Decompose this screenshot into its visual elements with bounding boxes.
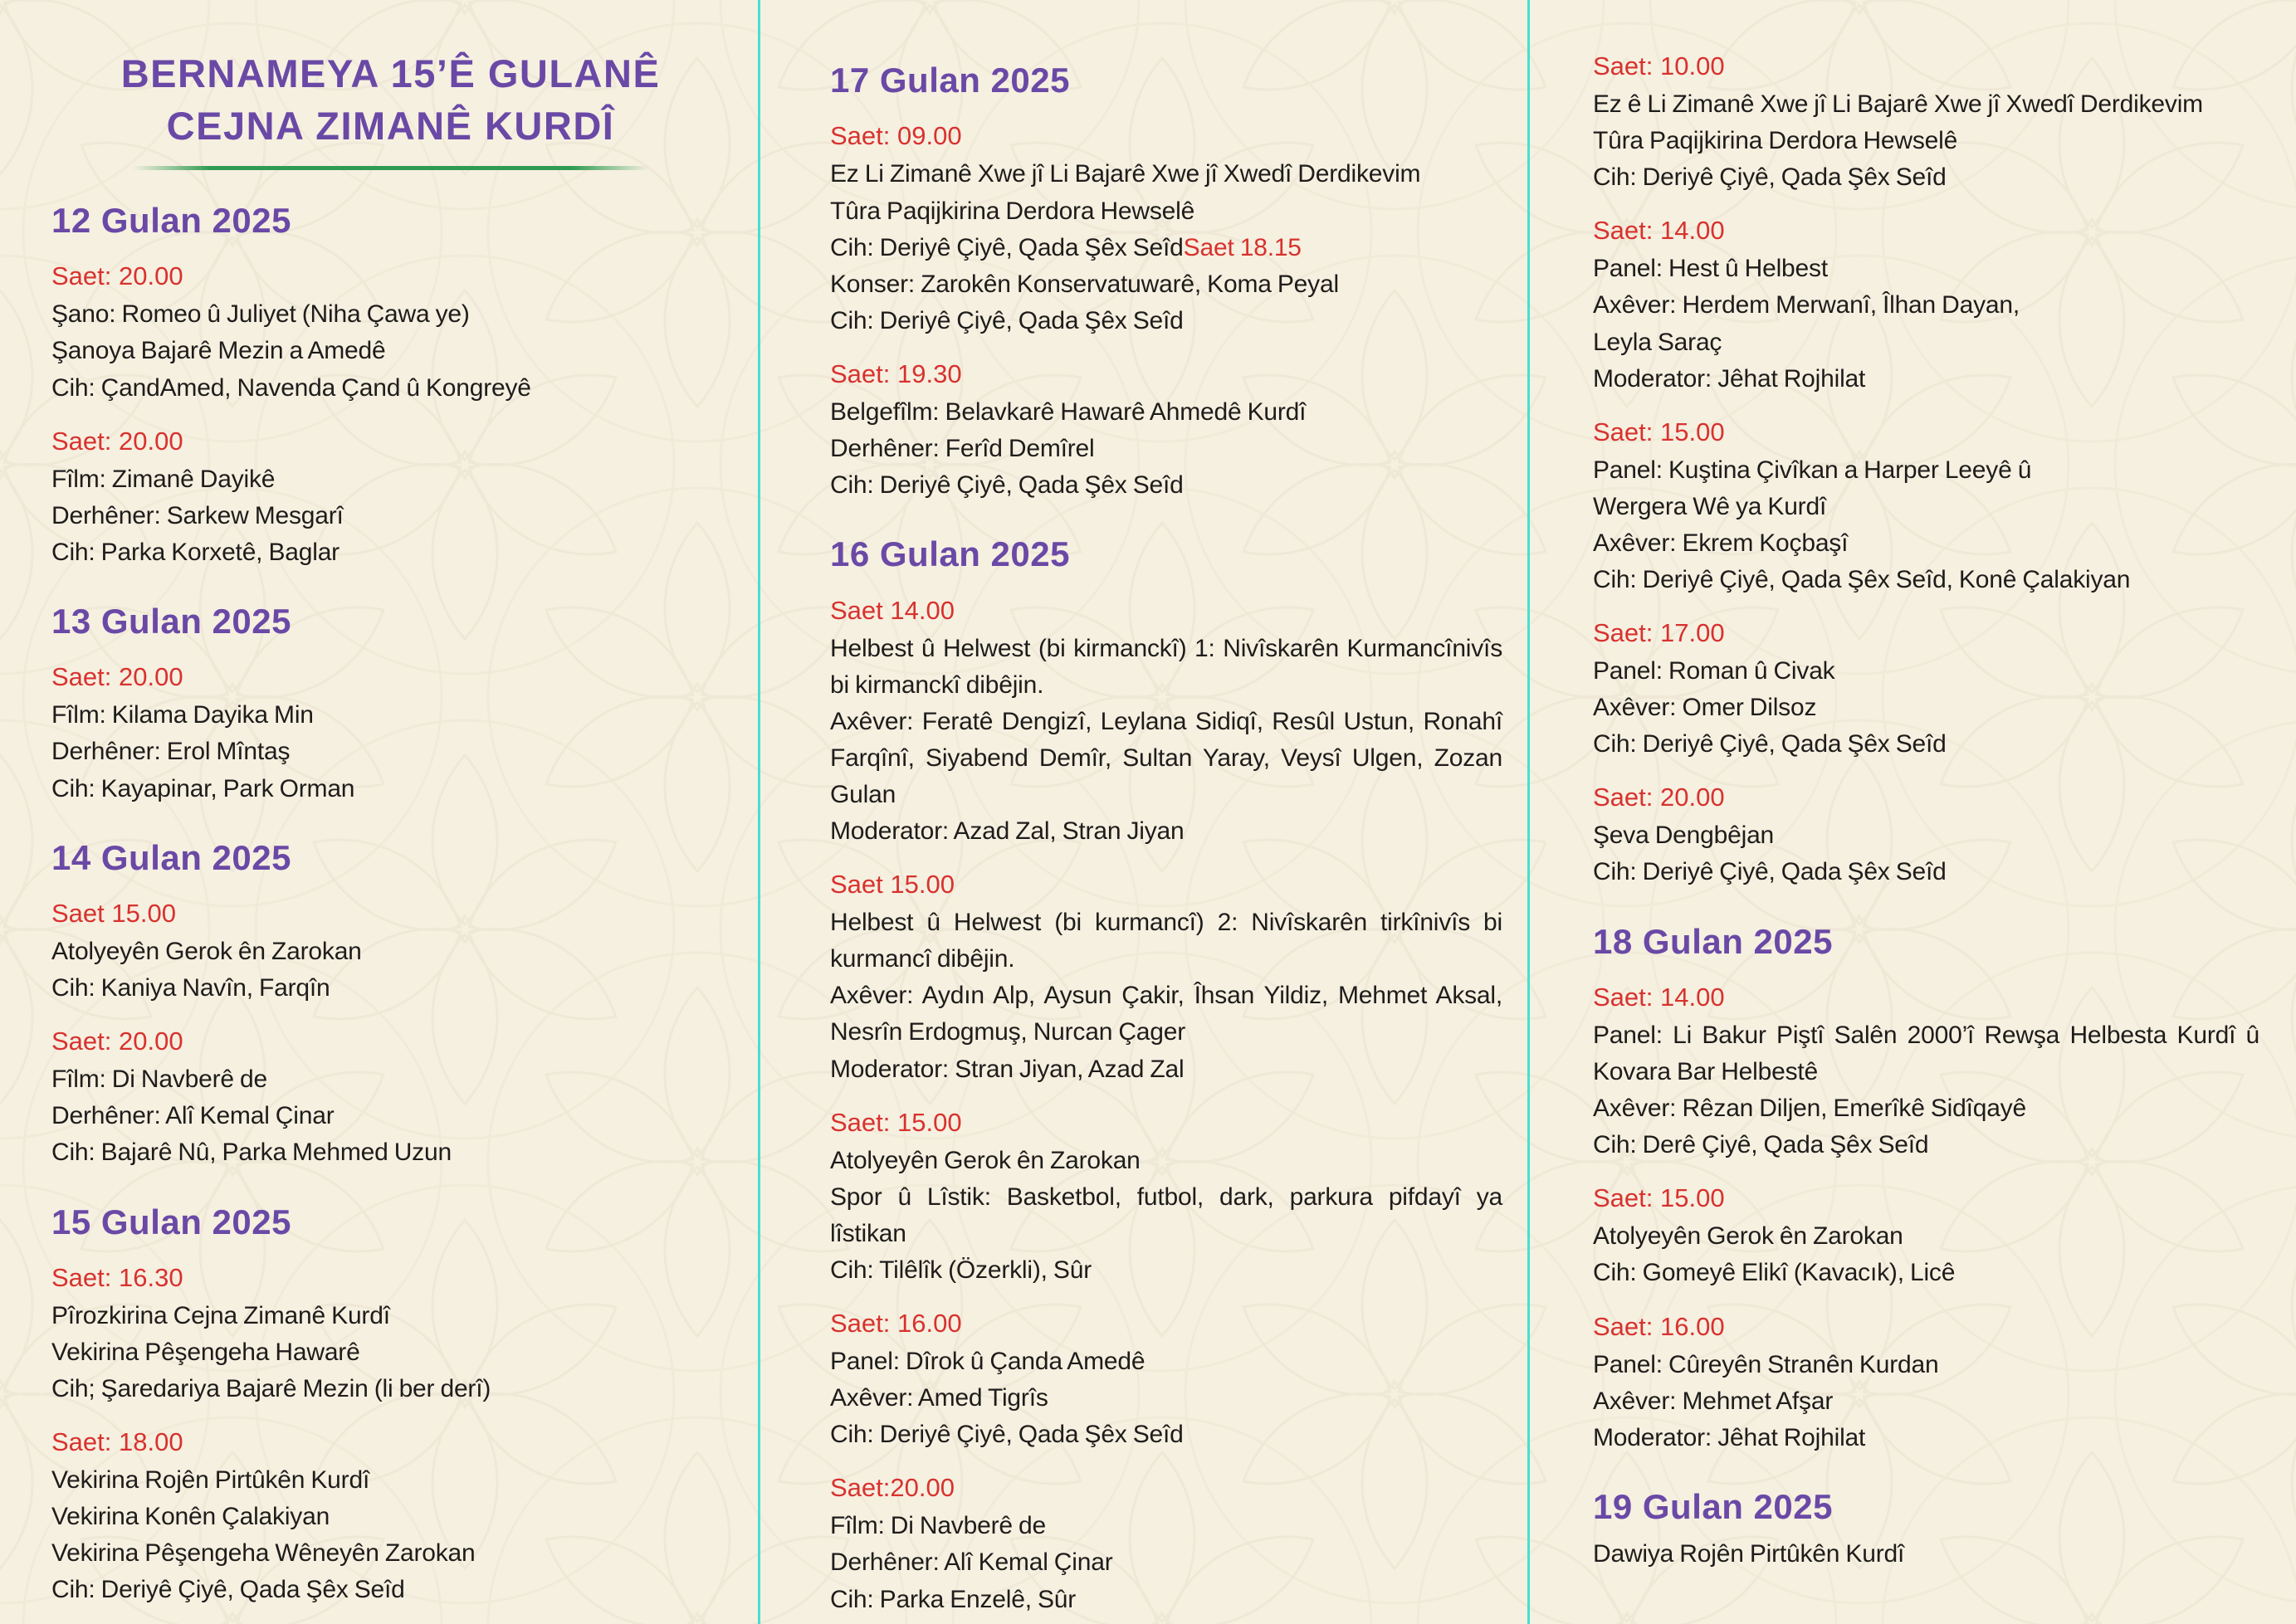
event-line: Leyla Saraç: [1593, 328, 1722, 356]
event-line: Atolyeyên Gerok ên Zarokan: [1593, 1222, 1903, 1251]
date-heading: 15 Gulan 2025: [51, 1202, 291, 1241]
event-line: Wergera Wê ya Kurdî: [1593, 492, 1827, 520]
date-heading: 13 Gulan 2025: [51, 601, 291, 641]
column-right: [1530, 0, 2296, 1624]
event-line: Cih: Tilêlîk (Özerkli), Sûr: [830, 1256, 1092, 1284]
event-line: Cih: Deriyê Çiyê, Qada Şêx Seîd: [830, 471, 1184, 500]
event-line: Şano: Romeo û Juliyet (Niha Çawa ye): [51, 300, 470, 329]
time-label: Saet 14.00: [830, 595, 955, 625]
event-line: Cih: Deriyê Çiyê, Qada Şêx Seîd: [1593, 858, 1947, 886]
event-line: Atolyeyên Gerok ên Zarokan: [830, 1146, 1141, 1174]
time-label: Saet: 14.00: [1593, 216, 1725, 246]
time-label: Saet: 09.00: [830, 121, 962, 151]
time-label: Saet: 20.00: [1593, 783, 1725, 812]
time-label: Saet: 16.30: [51, 1262, 183, 1292]
event-line: Cih: Deriyê Çiyê, Qada Şêx Seîd, Konê Çalakiyan: [1593, 565, 2131, 593]
poster-header: [51, 48, 730, 170]
date-heading: 12 Gulan 2025: [51, 200, 291, 240]
date-heading: 17 Gulan 2025: [830, 61, 1070, 100]
event-line: Axêver: Rêzan Diljen, Emerîkê Sidîqayê: [1593, 1095, 2026, 1123]
date-heading: 18 Gulan 2025: [1593, 921, 1833, 961]
event-paragraph: Panel: Li Bakur Piştî Salên 2000’î Rewşa Helbesta Kurdî û Kovara Bar Helbestê: [1593, 1021, 2259, 1086]
event-line: Moderator: Stran Jiyan, Azad Zal: [830, 1055, 1185, 1083]
time-label: Saet: 20.00: [51, 426, 183, 456]
time-label: Saet: 15.00: [1593, 417, 1725, 446]
event-line-with-time: [830, 230, 1502, 266]
event-line: Cih: Deriyê Çiyê, Qada Şêx Seîd: [1593, 163, 1947, 192]
event-line: Dawiya Rojên Pirtûkên Kurdî: [1593, 1540, 1905, 1568]
inline-time-label: Saet 18.15: [1183, 233, 1302, 261]
time-label: Saet: 15.00: [830, 1107, 962, 1137]
event-line: Cih: Kaniya Navîn, Farqîn: [51, 974, 330, 1002]
event-line: Cih: Derê Çiyê, Qada Şêx Seîd: [1593, 1131, 1929, 1159]
time-label: Saet 15.00: [51, 899, 176, 928]
date-heading: 16 Gulan 2025: [830, 534, 1070, 574]
time-label: Saet: 16.00: [1593, 1311, 1725, 1341]
event-line: Vekirina Pêşengeha Wêneyên Zarokan: [51, 1539, 476, 1568]
time-label: Saet: 18.00: [51, 1427, 183, 1457]
time-label: Saet: 20.00: [51, 261, 183, 291]
time-label: Saet: 14.00: [1593, 982, 1725, 1012]
column-left: [0, 0, 758, 1624]
page-title-line-2: CEJNA ZIMANÊ KURDÎ: [166, 103, 615, 148]
time-label: Saet: 10.00: [1593, 51, 1725, 80]
event-line: Cih: Kayapinar, Park Orman: [51, 774, 355, 802]
title-underline: [133, 166, 649, 170]
event-line: Şanoya Bajarê Mezin a Amedê: [51, 337, 386, 365]
event-line: Şeva Dengbêjan: [1593, 822, 1775, 850]
event-line: Fîlm: Di Navberê de: [51, 1066, 267, 1094]
event-line: Fîlm: Di Navberê de: [830, 1512, 1046, 1540]
date-heading: 19 Gulan 2025: [1593, 1486, 1833, 1526]
event-line: Cih: Deriyê Çiyê, Qada Şêx Seîd: [1593, 730, 1947, 758]
event-line: Cih: Parka Korxetê, Baglar: [51, 538, 340, 566]
event-line: Cih: Deriyê Çiyê, Qada Şêx Seîd: [830, 306, 1184, 334]
time-label: Saet: 15.00: [1593, 1183, 1725, 1213]
event-line: Cih: Deriyê Çiyê, Qada Şêx Seîd: [830, 233, 1184, 261]
event-line: Ez ê Li Zimanê Xwe jî Li Bajarê Xwe jî Xwedî Derdikevim: [1593, 90, 2203, 119]
time-label: Saet: 20.00: [51, 662, 183, 692]
event-line: Panel: Hest û Helbest: [1593, 255, 1828, 283]
page-title-line-1: BERNAMEYA 15’Ê GULANÊ: [120, 51, 661, 95]
event-line: Moderator: Azad Zal, Stran Jiyan: [830, 817, 1185, 846]
event-line: Panel: Dîrok û Çanda Amedê: [830, 1348, 1146, 1376]
event-line: Cih: Parka Enzelê, Sûr: [830, 1585, 1077, 1613]
event-line: Moderator: Jêhat Rojhilat: [1593, 1423, 1866, 1451]
event-line: Axêver: Herdem Merwanî, Îlhan Dayan,: [1593, 291, 2020, 319]
time-label: Saet: 20.00: [51, 1027, 183, 1056]
event-line: Derhêner: Sarkew Mesgarî: [51, 501, 344, 529]
time-label: Saet 15.00: [830, 870, 955, 900]
event-line: Panel: Roman û Civak: [1593, 657, 1835, 685]
time-label: Saet: 16.00: [830, 1309, 962, 1339]
event-line: Panel: Kuştina Çivîkan a Harper Leeyê û: [1593, 456, 2032, 484]
event-line: Belgefîlm: Belavkarê Hawarê Ahmedê Kurdî: [830, 397, 1307, 426]
event-line: Pîrozkirina Cejna Zimanê Kurdî: [51, 1301, 390, 1329]
event-line: Fîlm: Kilama Dayika Min: [51, 701, 314, 729]
time-label: Saet:20.00: [830, 1473, 955, 1503]
event-line: Vekirina Rojên Pirtûkên Kurdî: [51, 1466, 370, 1495]
event-line: Cih: Gomeyê Elikî (Kavacık), Licê: [1593, 1259, 1956, 1287]
event-line: Konser: Zarokên Konservatuwarê, Koma Peyal: [830, 270, 1339, 298]
event-line: Derhêner: Alî Kemal Çinar: [51, 1102, 335, 1130]
event-line: Vekirina Pêşengeha Hawarê: [51, 1339, 360, 1366]
event-line: Derhêner: Erol Mîntaş: [51, 738, 291, 766]
event-line: Panel: Cûreyên Stranên Kurdan: [1593, 1350, 1939, 1378]
event-paragraph: Spor û Lîstik: Basketbol, futbol, dark, parkura pifdayî ya lîstikan: [830, 1183, 1502, 1247]
time-label: Saet: 17.00: [1593, 618, 1725, 648]
event-line: Vekirina Konên Çalakiyan: [51, 1503, 330, 1531]
event-line: Axêver: Omer Dilsoz: [1593, 694, 1817, 722]
event-line: Cih: ÇandAmed, Navenda Çand û Kongreyê: [51, 373, 531, 402]
event-line: Tûra Paqijkirina Derdora Hewselê: [1593, 127, 1958, 155]
event-line: Ez Li Zimanê Xwe jî Li Bajarê Xwe jî Xwedî Derdikevim: [830, 160, 1421, 188]
event-paragraph: Helbest û Helwest (bi kurmancî) 2: Nivîskarên tirkînivîs bi kurmancî dibêjin.: [830, 909, 1502, 973]
event-line: Cih: Bajarê Nû, Parka Mehmed Uzun: [51, 1139, 452, 1167]
event-line: Cih; Şaredariya Bajarê Mezin (li ber derî): [51, 1375, 491, 1403]
event-line: Derhêner: Ferîd Demîrel: [830, 434, 1095, 462]
event-line: Axêver: Amed Tigrîs: [830, 1384, 1048, 1412]
time-label: Saet: 19.30: [830, 358, 962, 388]
event-paragraph: Axêver: Aydın Alp, Aysun Çakir, Îhsan Yildiz, Mehmet Aksal, Nesrîn Erdogmuş, Nurcan Çager: [830, 982, 1502, 1046]
event-line: Tûra Paqijkirina Derdora Hewselê: [830, 197, 1195, 225]
event-line: Derhêner: Alî Kemal Çinar: [830, 1548, 1113, 1577]
event-paragraph: Helbest û Helwest (bi kirmanckî) 1: Nivîskarên Kurmancînivîs bi kirmanckî dibêjin.: [830, 634, 1502, 699]
event-paragraph: Axêver: Feratê Dengizî, Leylana Sidiqî, Resûl Ustun, Ronahî Farqînî, Siyabend Demîr, Sultan Yaray, Veysî Ulgen, Zozan Gulan: [830, 707, 1502, 808]
event-line: Axêver: Mehmet Afşar: [1593, 1387, 1834, 1415]
event-line: Moderator: Jêhat Rojhilat: [1593, 364, 1866, 393]
event-line: Cih: Deriyê Çiyê, Qada Şêx Seîd: [830, 1421, 1184, 1449]
event-line: Atolyeyên Gerok ên Zarokan: [51, 938, 362, 966]
event-line: Cih: Deriyê Çiyê, Qada Şêx Seîd: [51, 1576, 405, 1604]
event-line: Fîlm: Zimanê Dayikê: [51, 465, 276, 493]
event-line: Axêver: Ekrem Koçbaşî: [1593, 529, 1849, 557]
date-heading: 14 Gulan 2025: [51, 837, 291, 877]
column-middle: [760, 0, 1527, 1624]
